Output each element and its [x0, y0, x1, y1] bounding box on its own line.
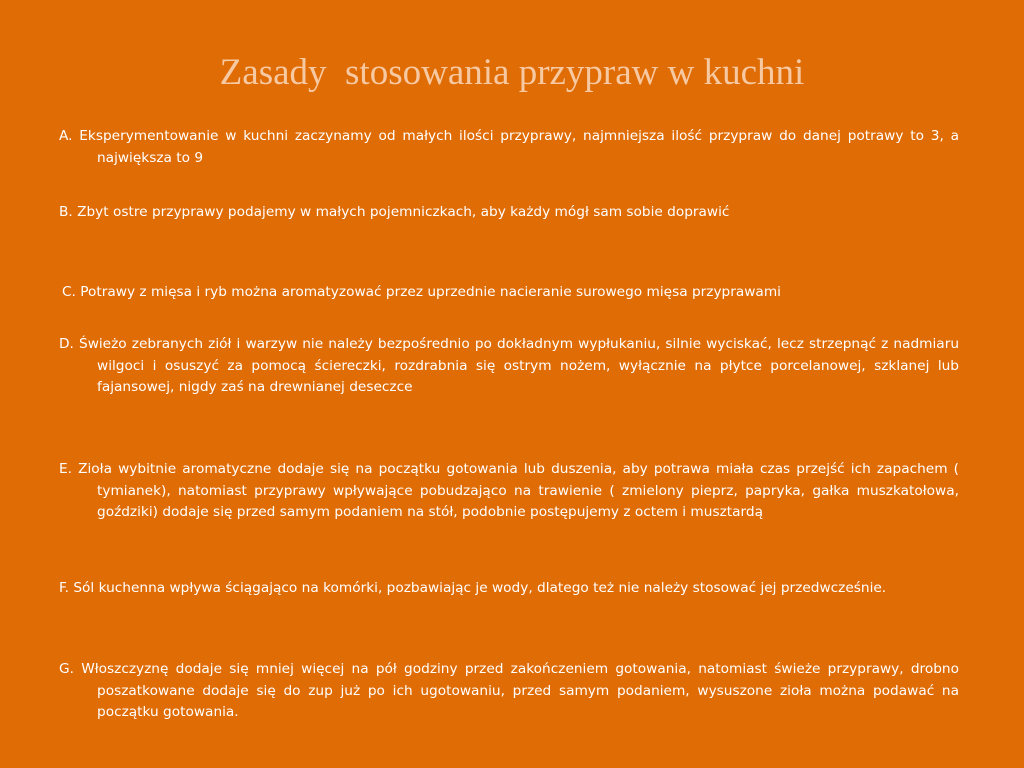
- list-item-f: F. Sól kuchenna wpływa ściągająco na komórki, pozbawiając je wody, dlatego też nie należy stosować jej przedwcześnie.: [59, 580, 887, 596]
- list-item-b: B. Zbyt ostre przyprawy podajemy w małych pojemniczkach, aby każdy mógł sam sobie doprawić: [59, 204, 730, 220]
- list-item-c: C. Potrawy z mięsa i ryb można aromatyzować przez uprzednie nacieranie surowego mięsa przyprawami: [62, 284, 781, 300]
- list-item-d: D. Świeżo zebranych ziół i warzyw nie należy bezpośrednio po dokładnym wypłukaniu, silnie wyciskać, lecz strzepnąć z nadmiaru wilgoci i osuszyć za pomocą ściereczki, rozdrabnia się ostrym nożem, wyłącznie na płytce porcelanowej, szklanej lub fajansowej, nigdy zaś na drewnianej deseczce: [59, 336, 959, 396]
- list-item-g: G. Włoszczyznę dodaje się mniej więcej na pół godziny przed zakończeniem gotowania, natomiast świeże przyprawy, drobno poszatkowane dodaje się do zup już po ich ugotowaniu, przed samym podaniem, wysuszone zioła można podawać na początku gotowania.: [59, 661, 959, 721]
- list-item-a: A. Eksperymentowanie w kuchni zaczynamy od małych ilości przyprawy, najmniejsza ilość przypraw do danej potrawy to 3, a największa to 9: [59, 128, 959, 166]
- slide-title: Zasady stosowania przypraw w kuchni: [219, 52, 805, 93]
- list-item-e: E. Zioła wybitnie aromatyczne dodaje się na początku gotowania lub duszenia, aby potrawa miała czas przejść ich zapachem ( tymianek), natomiast przyprawy wpływające pobudzająco na trawienie ( zmielony pieprz, papryka, gałka muszkatołowa, goździki) dodaje się przed samym podaniem na stół, podobnie postępujemy z octem i musztardą: [59, 461, 959, 521]
